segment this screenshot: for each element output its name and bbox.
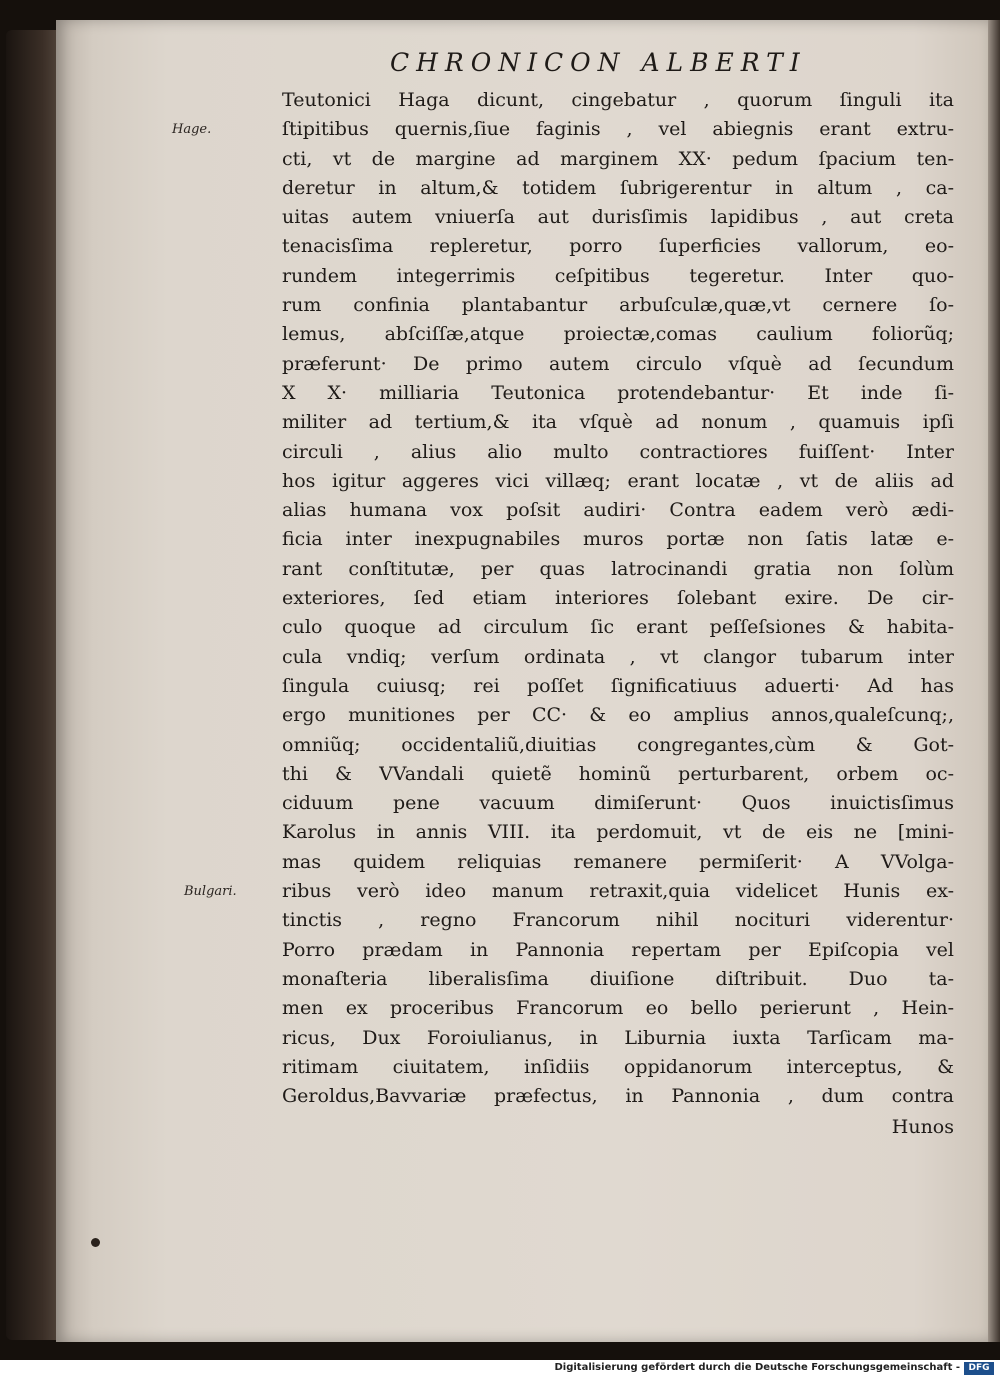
text-line: ribus verò ideo manum retraxit,quia videlicet Hunis ex-	[282, 880, 954, 903]
text-line: Karolus in annis VIII. ita perdomuit, vt de eis ne [mini-	[282, 821, 954, 844]
marginal-note-hage: Hage.	[172, 122, 212, 137]
running-head: CHRONICON ALBERTI	[390, 48, 807, 77]
funding-credit: Digitalisierung gefördert durch die Deutsche Forschungsgemeinschaft -	[554, 1362, 960, 1373]
text-line: mas quidem reliquias remanere permiſerit· A VVolga-	[282, 850, 954, 873]
text-line: exteriores, ſed etiam interiores ſolebant exire. De cir-	[282, 587, 954, 610]
page-right-edge	[988, 20, 1000, 1342]
digitization-footer	[0, 1360, 1000, 1378]
text-line: ritimam ciuitatem, inſidiis oppidanorum interceptus, &	[282, 1055, 954, 1078]
text-line: rundem integerrimis ceſpitibus tegeretur. Inter quo-	[282, 264, 954, 287]
text-line: ricus, Dux Foroiulianus, in Liburnia iuxta Tarſicam ma-	[282, 1026, 954, 1049]
text-line: Geroldus,Bavvariæ præfectus, in Pannonia , dum contra	[282, 1085, 954, 1108]
text-line: Porro prædam in Pannonia repertam per Epiſcopia vel	[282, 938, 954, 961]
text-line: lemus, abſciſſæ,atque proiectæ,comas caulium foliorũq;	[282, 323, 954, 346]
catchword: Hunos	[891, 1116, 954, 1138]
text-line: rant conſtitutæ, per quas latrocinandi gratia non ſolùm	[282, 557, 954, 580]
marginal-note-bulgari: Bulgari.	[184, 884, 237, 899]
text-line: ſingula cuiusq; rei poſſet ſignificatiuus aduerti· Ad has	[282, 674, 954, 697]
text-line: alias humana vox poſsit audiri· Contra eadem verò ædi-	[282, 499, 954, 522]
text-line: ciduum pene vacuum dimiſerunt· Quos inuictisſimus	[282, 792, 954, 815]
text-line: tinctis , regno Francorum nihil nocituri viderentur·	[282, 909, 954, 932]
text-line: cti, vt de margine ad marginem XX· pedum ſpacium ten-	[282, 147, 954, 170]
text-line: men ex proceribus Francorum eo bello perierunt , Hein-	[282, 997, 954, 1020]
text-line: hos igitur aggeres vici villæq; erant locatæ , vt de aliis ad	[282, 469, 954, 492]
dfg-logo: DFG	[964, 1362, 994, 1375]
text-line: X X· milliaria Teutonica protendebantur· Et inde ſi-	[282, 381, 954, 404]
body-text	[282, 86, 954, 1111]
text-line: monaſteria liberalisſima diuiſione diſtribuit. Duo ta-	[282, 967, 954, 990]
text-line: uitas autem vniuerſa aut durisſimis lapidibus , aut creta	[282, 206, 954, 229]
text-line: ficia inter inexpugnabiles muros portæ non ſatis latæ e-	[282, 528, 954, 551]
text-line: militer ad tertium,& ita vſquè ad nonum , quamuis ipſi	[282, 411, 954, 434]
text-line: Teutonici Haga dicunt, cingebatur , quorum ſinguli ita	[282, 89, 954, 111]
text-line: ergo munitiones per CC· & eo amplius annos,qualeſcunq;,	[282, 704, 954, 727]
text-line: tenacisſima repleretur, porro ſuperficies vallorum, eo-	[282, 235, 954, 258]
text-line: cula vndiq; verſum ordinata , vt clangor tubarum inter	[282, 645, 954, 668]
binding-hole	[91, 1238, 100, 1247]
text-line: culo quoque ad circulum ſic erant peſſeſsiones & habita-	[282, 616, 954, 639]
text-line: rum confinia plantabantur arbuſculæ,quæ,vt cernere ſo-	[282, 294, 954, 317]
text-line: omniũq; occidentaliũ,diuitias congregantes,cùm & Got-	[282, 733, 954, 756]
text-line: circuli , alius alio multo contractiores fuiſſent· Inter	[282, 440, 954, 463]
text-line: præferunt· De primo autem circulo vſquè ad ſecundum	[282, 352, 954, 375]
text-line: ſtipitibus quernis,ſiue faginis , vel abiegnis erant extru-	[282, 118, 954, 141]
text-line: deretur in altum,& totidem ſubrigerentur in altum , ca-	[282, 176, 954, 199]
text-line: thi & VVandali quietẽ hominũ perturbarent, orbem oc-	[282, 762, 954, 785]
